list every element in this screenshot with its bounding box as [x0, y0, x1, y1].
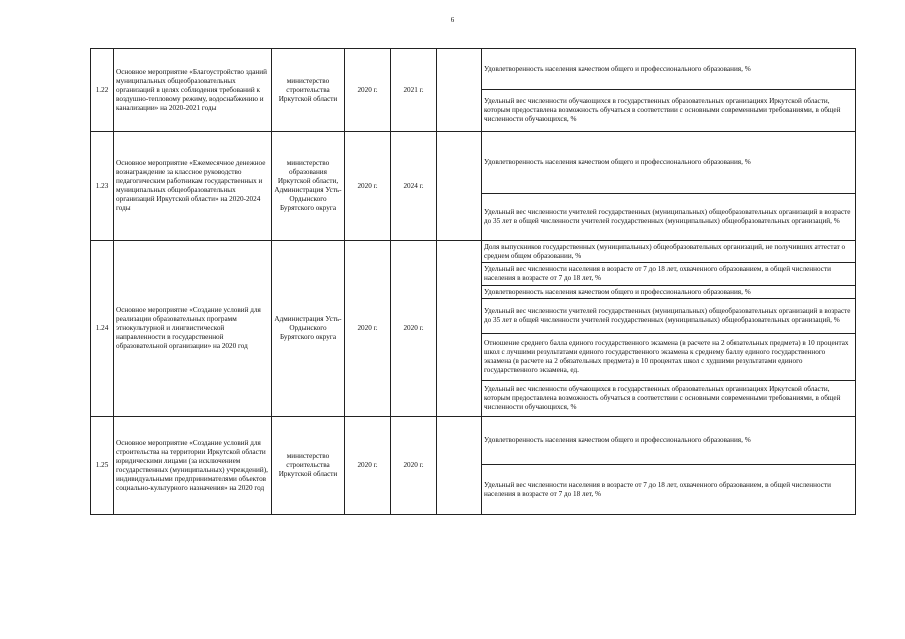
end-year: 2024 г. — [391, 132, 437, 241]
responsible-executor: министерство строительства Иркутской области — [272, 417, 345, 515]
start-year: 2020 г. — [345, 49, 391, 132]
row-number: 1.25 — [91, 417, 114, 515]
table-row — [91, 241, 856, 263]
indicator: Отношение среднего балла единого государственного экзамена (в расчете на 2 обязательных предмета) в 10 процентах школ с лучшими результатами единого государственного экзамена к среднему баллу единого государственного экзамена (в расчете на 2 обязательных предмета) в 10 процентах школ с худшими результатами единого государственного экзамена, ед. — [482, 334, 856, 381]
indicator: Удовлетворенность населения качеством общего и профессионального образования, % — [482, 417, 856, 465]
empty-cell — [437, 132, 482, 241]
indicator: Удовлетворенность населения качеством общего и профессионального образования, % — [482, 286, 856, 299]
end-year: 2020 г. — [391, 417, 437, 515]
indicator: Удельный вес численности обучающихся в государственных образовательных организациях Иркутской области, которым предоставлена возможность обучаться в соответствии с основными современными требованиями, в общей численности обучающихся, % — [482, 381, 856, 417]
end-year: 2021 г. — [391, 49, 437, 132]
page-number: 6 — [450, 16, 455, 24]
empty-cell — [437, 49, 482, 132]
indicator: Удельный вес численности учителей государственных (муниципальных) общеобразовательных организаций в возрасте до 35 лет в общей численности учителей государственных (муниципальных) общеобразовательных организаций, % — [482, 194, 856, 241]
indicator: Удовлетворенность населения качеством общего и профессионального образования, % — [482, 49, 856, 90]
row-number: 1.22 — [91, 49, 114, 132]
start-year: 2020 г. — [345, 241, 391, 417]
event-name: Основное мероприятие «Благоустройство зданий муниципальных общеобразовательных организаций в целях соблюдения требований к воздушно-тепловому режиму, водоснабжению и канализации» на 2020-2021 годы — [114, 49, 272, 132]
table-row — [91, 417, 856, 465]
table-row — [91, 49, 856, 90]
indicator: Удовлетворенность населения качеством общего и профессионального образования, % — [482, 132, 856, 194]
empty-cell — [437, 417, 482, 515]
indicator: Удельный вес численности населения в возрасте от 7 до 18 лет, охваченного образованием, в общей численности населения в возрасте от 7 до 18 лет, % — [482, 465, 856, 515]
indicator: Удельный вес численности населения в возрасте от 7 до 18 лет, охваченного образованием, в общей численности населения в возрасте от 7 до 18 лет, % — [482, 263, 856, 286]
measures-table — [90, 48, 856, 515]
event-name: Основное мероприятие «Создание условий для реализации образовательных программ этнокультурной и лингвистической направленности в государственной образовательной организации» на 2020 год — [114, 241, 272, 417]
responsible-executor: Администрация Усть-Ордынского Бурятского округа — [272, 241, 345, 417]
indicator: Удельный вес численности обучающихся в государственных образовательных организациях Иркутской области, которым предоставлена возможность обучаться в соответствии с основными современными требованиями, в общей численности обучающихся, % — [482, 90, 856, 132]
indicator: Удельный вес численности учителей государственных (муниципальных) общеобразовательных организаций в возрасте до 35 лет в общей численности учителей государственных (муниципальных) общеобразовательных организаций, % — [482, 299, 856, 334]
responsible-executor: министерство образования Иркутской области, Администрация Усть-Ордынского Бурятского округа — [272, 132, 345, 241]
event-name: Основное мероприятие «Ежемесячное денежное вознаграждение за классное руководство педагогическим работникам государственных и муниципальных общеобразовательных организаций Иркутской области» на 2020-2024 годы — [114, 132, 272, 241]
indicator: Доля выпускников государственных (муниципальных) общеобразовательных организаций, не получивших аттестат о среднем общем образовании, % — [482, 241, 856, 263]
row-number: 1.23 — [91, 132, 114, 241]
empty-cell — [437, 241, 482, 417]
start-year: 2020 г. — [345, 417, 391, 515]
table-row — [91, 132, 856, 194]
event-name: Основное мероприятие «Создание условий для строительства на территории Иркутской области юридическими лицами (за исключением государственных (муниципальных) учреждений), индивидуальными предпринимателями объектов социально-культурного назначения» на 2020 год — [114, 417, 272, 515]
end-year: 2020 г. — [391, 241, 437, 417]
row-number: 1.24 — [91, 241, 114, 417]
start-year: 2020 г. — [345, 132, 391, 241]
responsible-executor: министерство строительства Иркутской области — [272, 49, 345, 132]
